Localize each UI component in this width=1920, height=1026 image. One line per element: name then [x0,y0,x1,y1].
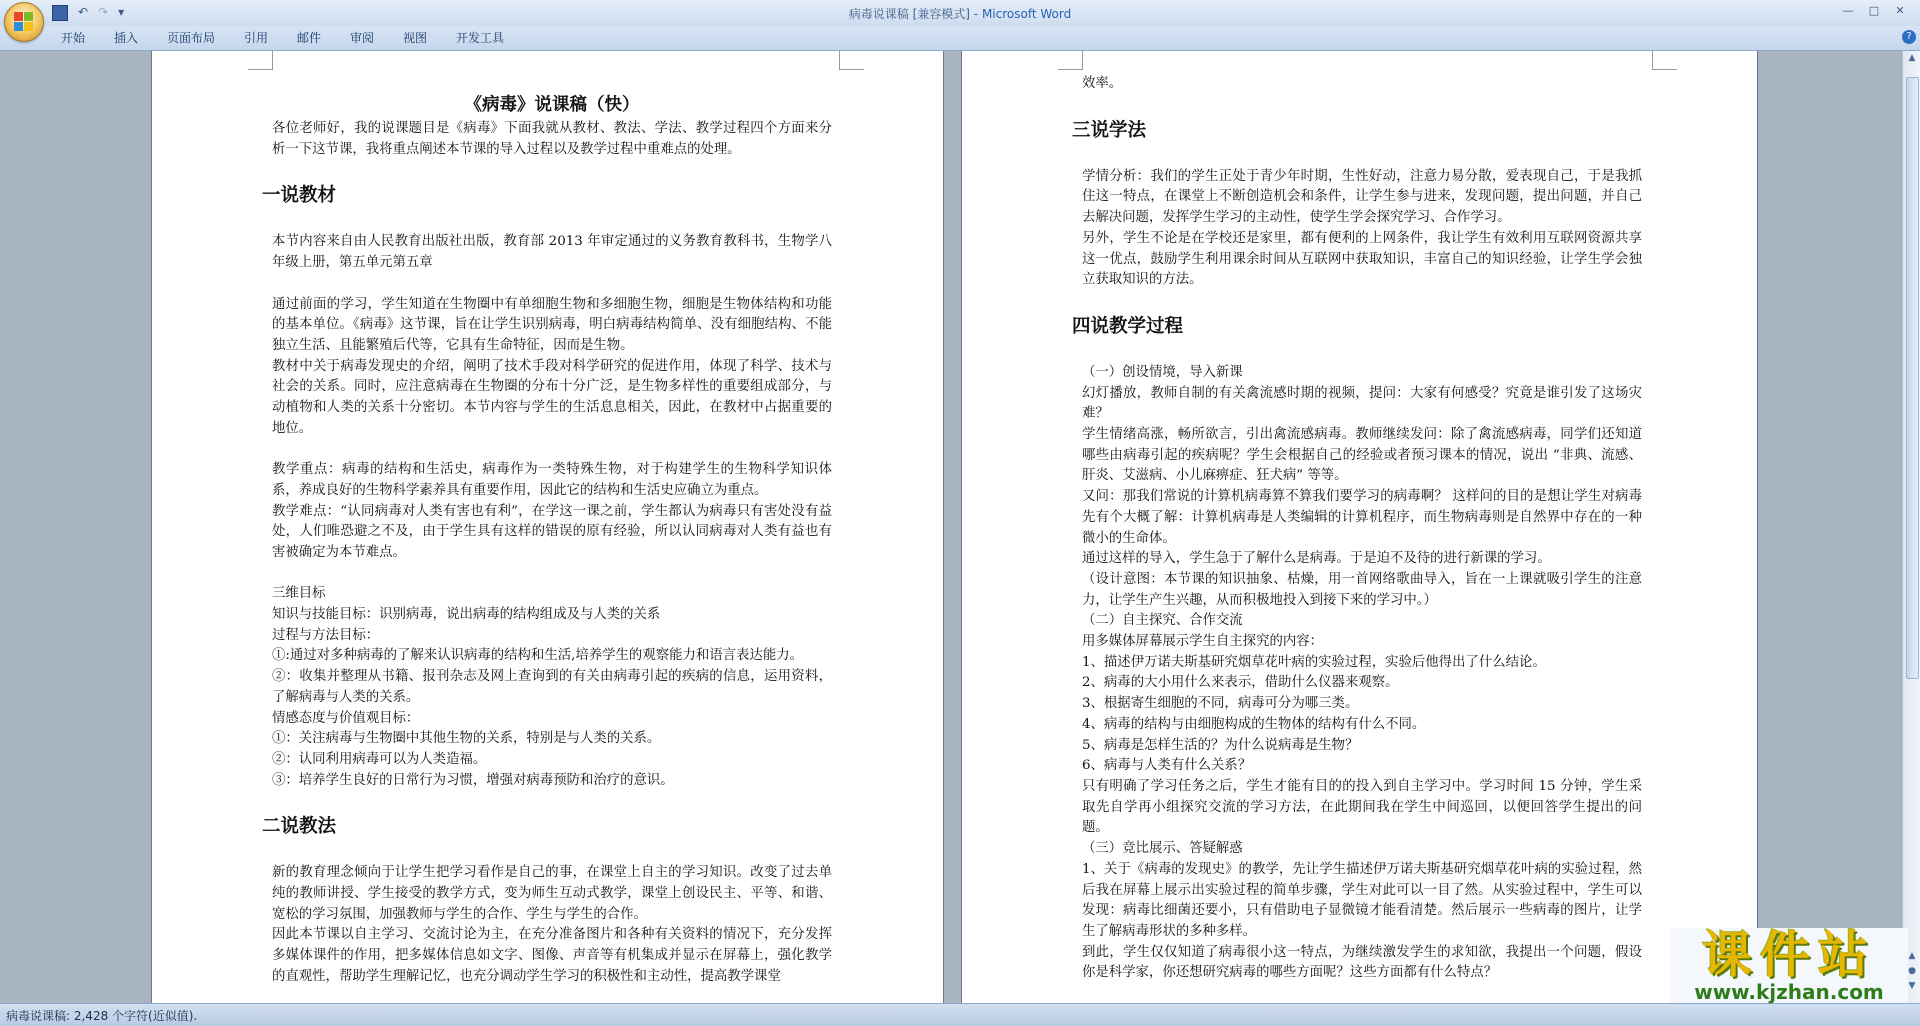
word-count[interactable]: 病毒说课稿: 2,428 个字符(近似值). [6,1009,198,1023]
next-page-icon[interactable]: ▼ [1908,981,1916,991]
watermark-title: 课件站 [1702,925,1876,984]
watermark-logo [1670,925,1908,1004]
paragraph: 通过这样的导入，学生急于了解什么是病毒。于是迫不及待的进行新课的学习。 [1082,551,1551,567]
paragraph: （设计意图：本节课的知识抽象、枯燥，用一首网络歌曲导入，旨在一上课就吸引学生的注意力，让学生产生兴趣，从而积极地投入到接下来的学习中。） [1082,571,1642,608]
window-title [0,5,1920,22]
goal-line: ③：培养学生良好的日常行为习惯，增强对病毒预防和治疗的意识。 [272,772,674,788]
margin-corner [1058,51,1083,70]
paragraph: 学情分析：我们的学生正处于青少年时期，生性好动，注意力易分散，爱表现自己，于是我抓住这一特点，在课堂上不断创造机会和条件，让学生参与进来，发现问题，提出问题，并自己去解决问题，发挥学生学习的主动性，使学生学会探究学习、合作学习。 [1082,168,1642,226]
goal-line: ②：认同利用病毒可以为人类造福。 [272,751,487,767]
redo-icon[interactable]: ↷ [98,5,109,19]
paragraph: 到此，学生仅仅知道了病毒很小这一特点，为继续激发学生的求知欲，我提出一个问题，假设你是科学家，你还想研究病毒的哪些方面呢？这些方面都有什么特点？ [1082,944,1642,981]
office-button[interactable] [4,2,44,42]
paragraph: 又问：那我们常说的计算机病毒算不算我们要学习的病毒啊？ 这样问的目的是想让学生对病毒先有个大概了解：计算机病毒是人类编辑的计算机程序，而生物病毒则是自然界中存在的一种微小的生命体。 [1082,489,1642,546]
paragraph: 教材中关于病毒发现史的介绍，阐明了技术手段对科学研究的促进作用，体现了科学、技术与社会的关系。同时，应注意病毒在生物圈的分布十分广泛，是生物多样性的重要组成部分，与动植物和人类的关系十分密切。本节内容与学生的生活息息相关，因此，在教材中占据重要的地位。 [272,358,832,436]
document-area[interactable] [0,51,1902,1003]
page-1-content[interactable] [262,93,832,988]
customize-qat-icon[interactable]: ▾ [118,5,125,19]
margin-corner [1652,51,1677,70]
paragraph: 各位老师好，我的说课题目是《病毒》下面我就从教材、教法、学法、教学过程四个方面来分析一下这节课，我将重点阐述本节课的导入过程以及教学过程中重难点的处理。 [272,121,832,157]
paragraph: 通过前面的学习，学生知道在生物圈中有单细胞生物和多细胞生物，细胞是生物体结构和功能的基本单位。《病毒》这节课，旨在让学生识别病毒，明白病毒结构简单、没有细胞结构、不能独立生活、且能繁殖后代等，它具有生命特征，因而是生物。 [272,296,832,353]
tab-view[interactable]: 视图 [403,31,428,45]
app-name: Microsoft Word [981,7,1072,21]
goal-line: 三维目标 [272,586,326,602]
heading-2: 二说教法 [262,816,337,838]
heading-3: 三说学法 [1072,119,1147,141]
list-item: 6、病毒与人类有什么关系？ [1082,758,1252,774]
vertical-scrollbar[interactable] [1902,51,1920,1003]
margin-corner [248,51,273,70]
tab-mailings[interactable]: 邮件 [297,31,322,45]
paragraph: 只有明确了学习任务之后，学生才能有目的的投入到自主学习中。学习时间 15 分钟，学生采取先自学再小组探究交流的学习方法，在此期间我在学生中间巡回，以便回答学生提出的问题。 [1082,778,1642,836]
paragraph: 教学难点：“认同病毒对人类有害也有利”，在学这一课之前，学生都认为病毒只有害处没有益处，人们唯恐避之不及，由于学生具有这样的错误的原有经验，所以认同病毒对人类有益也有害被确定为本节难点。 [272,503,832,560]
tab-review[interactable]: 审阅 [350,31,375,45]
section-title: （二）自主探究、合作交流 [1082,613,1243,629]
paragraph: 学生情绪高涨，畅所欲言，引出禽流感病毒。教师继续发问：除了禽流感病毒，同学们还知道哪些由病毒引起的疾病呢？学生会根据自己的经验或者预习课本的情况，说出 “非典、流感、肝炎、艾滋病、小儿麻痹症、狂犬病” 等等。 [1082,427,1642,484]
title-bar [0,0,1920,26]
goal-line: ①:通过对多种病毒的了解来认识病毒的结构和生活,培养学生的观察能力和语言表达能力。 [272,648,803,664]
heading-4: 四说教学过程 [1072,315,1184,337]
section-title: （一）创设情境，导入新课 [1082,364,1243,380]
paragraph: 幻灯播放，教师自制的有关禽流感时期的视频，提问：大家有何感受？究竟是谁引发了这场灾难？ [1082,385,1642,422]
prev-page-icon[interactable]: ▲ [1908,951,1916,961]
browse-object-icon[interactable]: ● [1908,966,1916,976]
status-bar [0,1003,1920,1026]
list-item: 1、描述伊万诺夫斯基研究烟草花叶病的实验过程，实验后他得出了什么结论。 [1082,654,1546,670]
paragraph: 另外，学生不论是在学校还是家里，都有便利的上网条件，我让学生有效利用互联网资源共享这一优点，鼓励学生利用课余时间从互联网中获取知识，丰富自己的知识经验，让学生学会独立获取知识的方法。 [1082,230,1642,288]
maximize-icon[interactable]: □ [1868,4,1880,17]
paragraph: 因此本节课以自主学习、交流讨论为主，在充分准备图片和各种有关资料的情况下，充分发挥多媒体课件的作用，把多媒体信息如文字、图像、声音等有机集成并显示在屏幕上，强化教学的直观性，帮助学生理解记忆，也充分调动学生学习的积极性和主动性，提高教学课堂 [272,927,832,984]
goal-line: 过程与方法目标： [272,627,380,643]
goal-line: 知识与技能目标：识别病毒，说出病毒的结构组成及与人类的关系 [272,607,661,623]
tab-insert[interactable]: 插入 [114,31,139,45]
list-item: 3、根据寄生细胞的不同，病毒可分为哪三类。 [1082,696,1359,712]
paragraph: 教学重点：病毒的结构和生活史，病毒作为一类特殊生物，对于构建学生的生物科学知识体系，养成良好的生物科学素养具有重要作用，因此它的结构和生活史应确立为重点。 [272,462,832,498]
title-separator: - [969,7,982,21]
document-title: 《病毒》说课稿（快） [464,95,640,115]
scroll-thumb[interactable] [1906,77,1919,679]
section-title: （三）竞比展示、答疑解惑 [1082,841,1243,857]
margin-corner [839,51,864,70]
close-icon[interactable]: ✕ [1895,4,1905,17]
minimize-icon[interactable]: — [1842,4,1854,17]
paragraph: 本节内容来自由人民教育出版社出版，教育部 2013 年审定通过的义务教育教科书，生物学八年级上册，第五单元第五章 [272,234,832,271]
list-item: 2、病毒的大小用什么来表示，借助什么仪器来观察。 [1082,675,1399,691]
paragraph: 效率。 [1082,76,1123,91]
page-2-content[interactable] [1072,74,1642,984]
page-2[interactable] [962,51,1757,1003]
undo-icon[interactable]: ↶ [78,5,89,19]
watermark-url: www.kjzhan.com [1694,980,1884,1004]
paragraph: 新的教育理念倾向于让学生把学习看作是自己的事，在课堂上自主的学习知识。改变了过去单纯的教师讲授、学生接受的教学方式，变为师生互动式教学，课堂上创设民主、平等、和谐、宽松的学习氛围，加强教师与学生的合作、学生与学生的合作。 [272,865,832,922]
tab-references[interactable]: 引用 [244,31,269,45]
paragraph: 1、关于《病毒的发现史》的教学，先让学生描述伊万诺夫斯基研究烟草花叶病的实验过程，然后我在屏幕上展示出实验过程的简单步骤，学生对此可以一目了然。从实验过程中，学生可以发现：病毒比细菌还要小，只有借助电子显微镜才能看清楚。然后展示一些病毒的图片，让学生了解病毒形状的多种多样。 [1082,861,1642,939]
window-controls [1836,3,1912,19]
goal-line: ②：收集并整理从书籍、报刊杂志及网上查询到的有关由病毒引起的疾病的信息，运用资料，了解病毒与人类的关系。 [272,669,832,705]
help-icon[interactable]: ? [1902,30,1916,44]
list-item: 4、病毒的结构与由细胞构成的生物体的结构有什么不同。 [1082,716,1426,732]
heading-1: 一说教材 [262,185,337,207]
tab-home[interactable]: 开始 [61,31,86,45]
scroll-up-icon[interactable]: ▲ [1908,53,1916,63]
list-item: 用多媒体屏幕展示学生自主探究的内容： [1082,634,1324,650]
page-1[interactable] [152,51,943,1003]
tab-page-layout[interactable]: 页面布局 [167,31,216,45]
office-logo-icon [14,12,34,32]
tab-developer[interactable]: 开发工具 [456,31,505,45]
goal-line: 情感态度与价值观目标： [272,710,420,726]
document-name: 病毒说课稿 [兼容模式] [848,7,970,21]
list-item: 5、病毒是怎样生活的？为什么说病毒是生物？ [1082,737,1359,753]
ribbon-tabs [0,26,1920,51]
goal-line: ①：关注病毒与生物圈中其他生物的关系，特别是与人类的关系。 [272,731,661,747]
